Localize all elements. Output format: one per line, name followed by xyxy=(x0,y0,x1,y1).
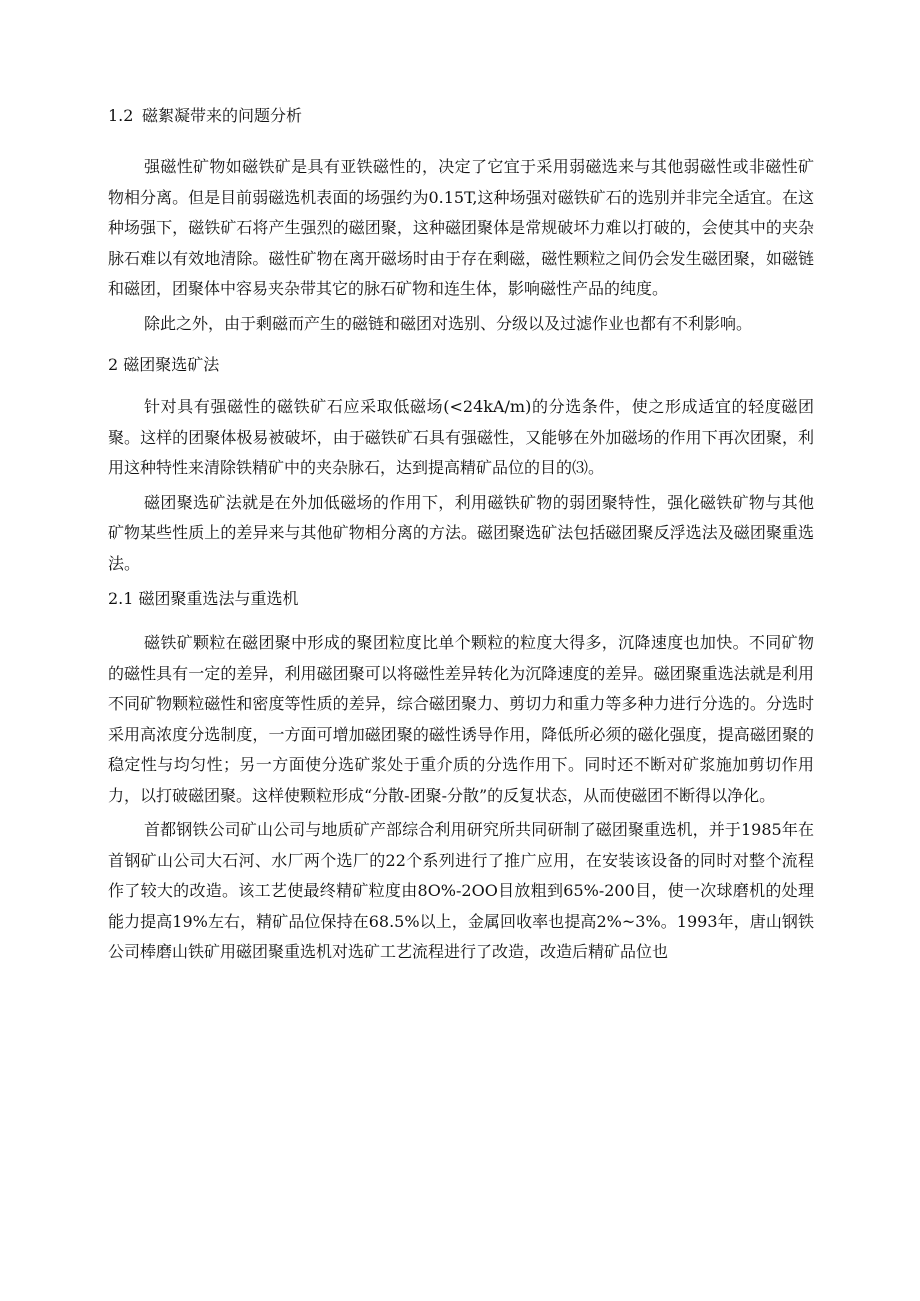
section-number: 1.2 xyxy=(108,106,134,125)
section-heading-2: 2 磁团聚选矿法 xyxy=(108,355,220,374)
section-heading-2-1: 2.1 磁团聚重选法与重选机 xyxy=(108,589,299,608)
paragraph: 除此之外，由于剩磁而产生的磁链和磁团对选别、分级以及过滤作业也都有不利影响。 xyxy=(144,313,753,333)
paragraph: 首都钢铁公司矿山公司与地质矿产部综合利用研究所共同研制了磁团聚重选机，并于1985年在首钢矿山公司大石河、水厂两个选厂的22个系列进行了推广应用，在安装该设备的同时对整个流程作了较大的改造。该工艺使最终精矿粒度由8O%-2OO目放粗到65%-200目，使一次球磨机的处理能力提高19%左右，精矿品位保持在68.5%以上，金属回收率也提高2%~3%。1993年，唐山钢铁公司棒磨山铁矿用磁团聚重选机对选矿工艺流程进行了改造，改造后精矿品位也 xyxy=(108,820,814,961)
document-body xyxy=(108,102,814,968)
paragraph: 磁团聚选矿法就是在外加低磁场的作用下，利用磁铁矿物的弱团聚特性，强化磁铁矿物与其他矿物某些性质上的差异来与其他矿物相分离的方法。磁团聚选矿法包括磁团聚反浮选法及磁团聚重选法。 xyxy=(108,492,814,573)
section-title: 磁絮凝带来的问题分析 xyxy=(142,106,303,125)
section-heading-1-2 xyxy=(108,102,814,130)
paragraph: 强磁性矿物如磁铁矿是具有亚铁磁性的，决定了它宜于采用弱磁选来与其他弱磁性或非磁性矿物相分离。但是目前弱磁选机表面的场强约为0.15T,这种场强对磁铁矿石的选别并非完全适宜。在这种场强下，磁铁矿石将产生强烈的磁团聚，这种磁团聚体是常规破坏力难以打破的，会使其中的夹杂脉石难以有效地清除。磁性矿物在离开磁场时由于存在剩磁，磁性颗粒之间仍会发生磁团聚，如磁链和磁团，团聚体中容易夹杂带其它的脉石矿物和连生体，影响磁性产品的纯度。 xyxy=(108,157,814,298)
paragraph: 针对具有强磁性的磁铁矿石应采取低磁场(<24kA/m)的分选条件，使之形成适宜的轻度磁团聚。这样的团聚体极易被破坏，由于磁铁矿石具有强磁性，又能够在外加磁场的作用下再次团聚，利用这种特性来清除铁精矿中的夹杂脉石，达到提高精矿品位的目的⑶。 xyxy=(108,397,814,477)
paragraph: 磁铁矿颗粒在磁团聚中形成的聚团粒度比单个颗粒的粒度大得多，沉降速度也加快。不同矿物的磁性具有一定的差异，利用磁团聚可以将磁性差异转化为沉降速度的差异。磁团聚重选法就是利用不同矿物颗粒磁性和密度等性质的差异，综合磁团聚力、剪切力和重力等多种力进行分选的。分选时采用高浓度分选制度，一方面可增加磁团聚的磁性诱导作用，降低所必须的磁化强度，提高磁团聚的稳定性与均匀性；另一方面使分选矿浆处于重介质的分选作用下。同时还不断对矿浆施加剪切作用力，以打破磁团聚。这样使颗粒形成“分散-团聚-分散”的反复状态，从而使磁团不断得以净化。 xyxy=(108,633,814,805)
